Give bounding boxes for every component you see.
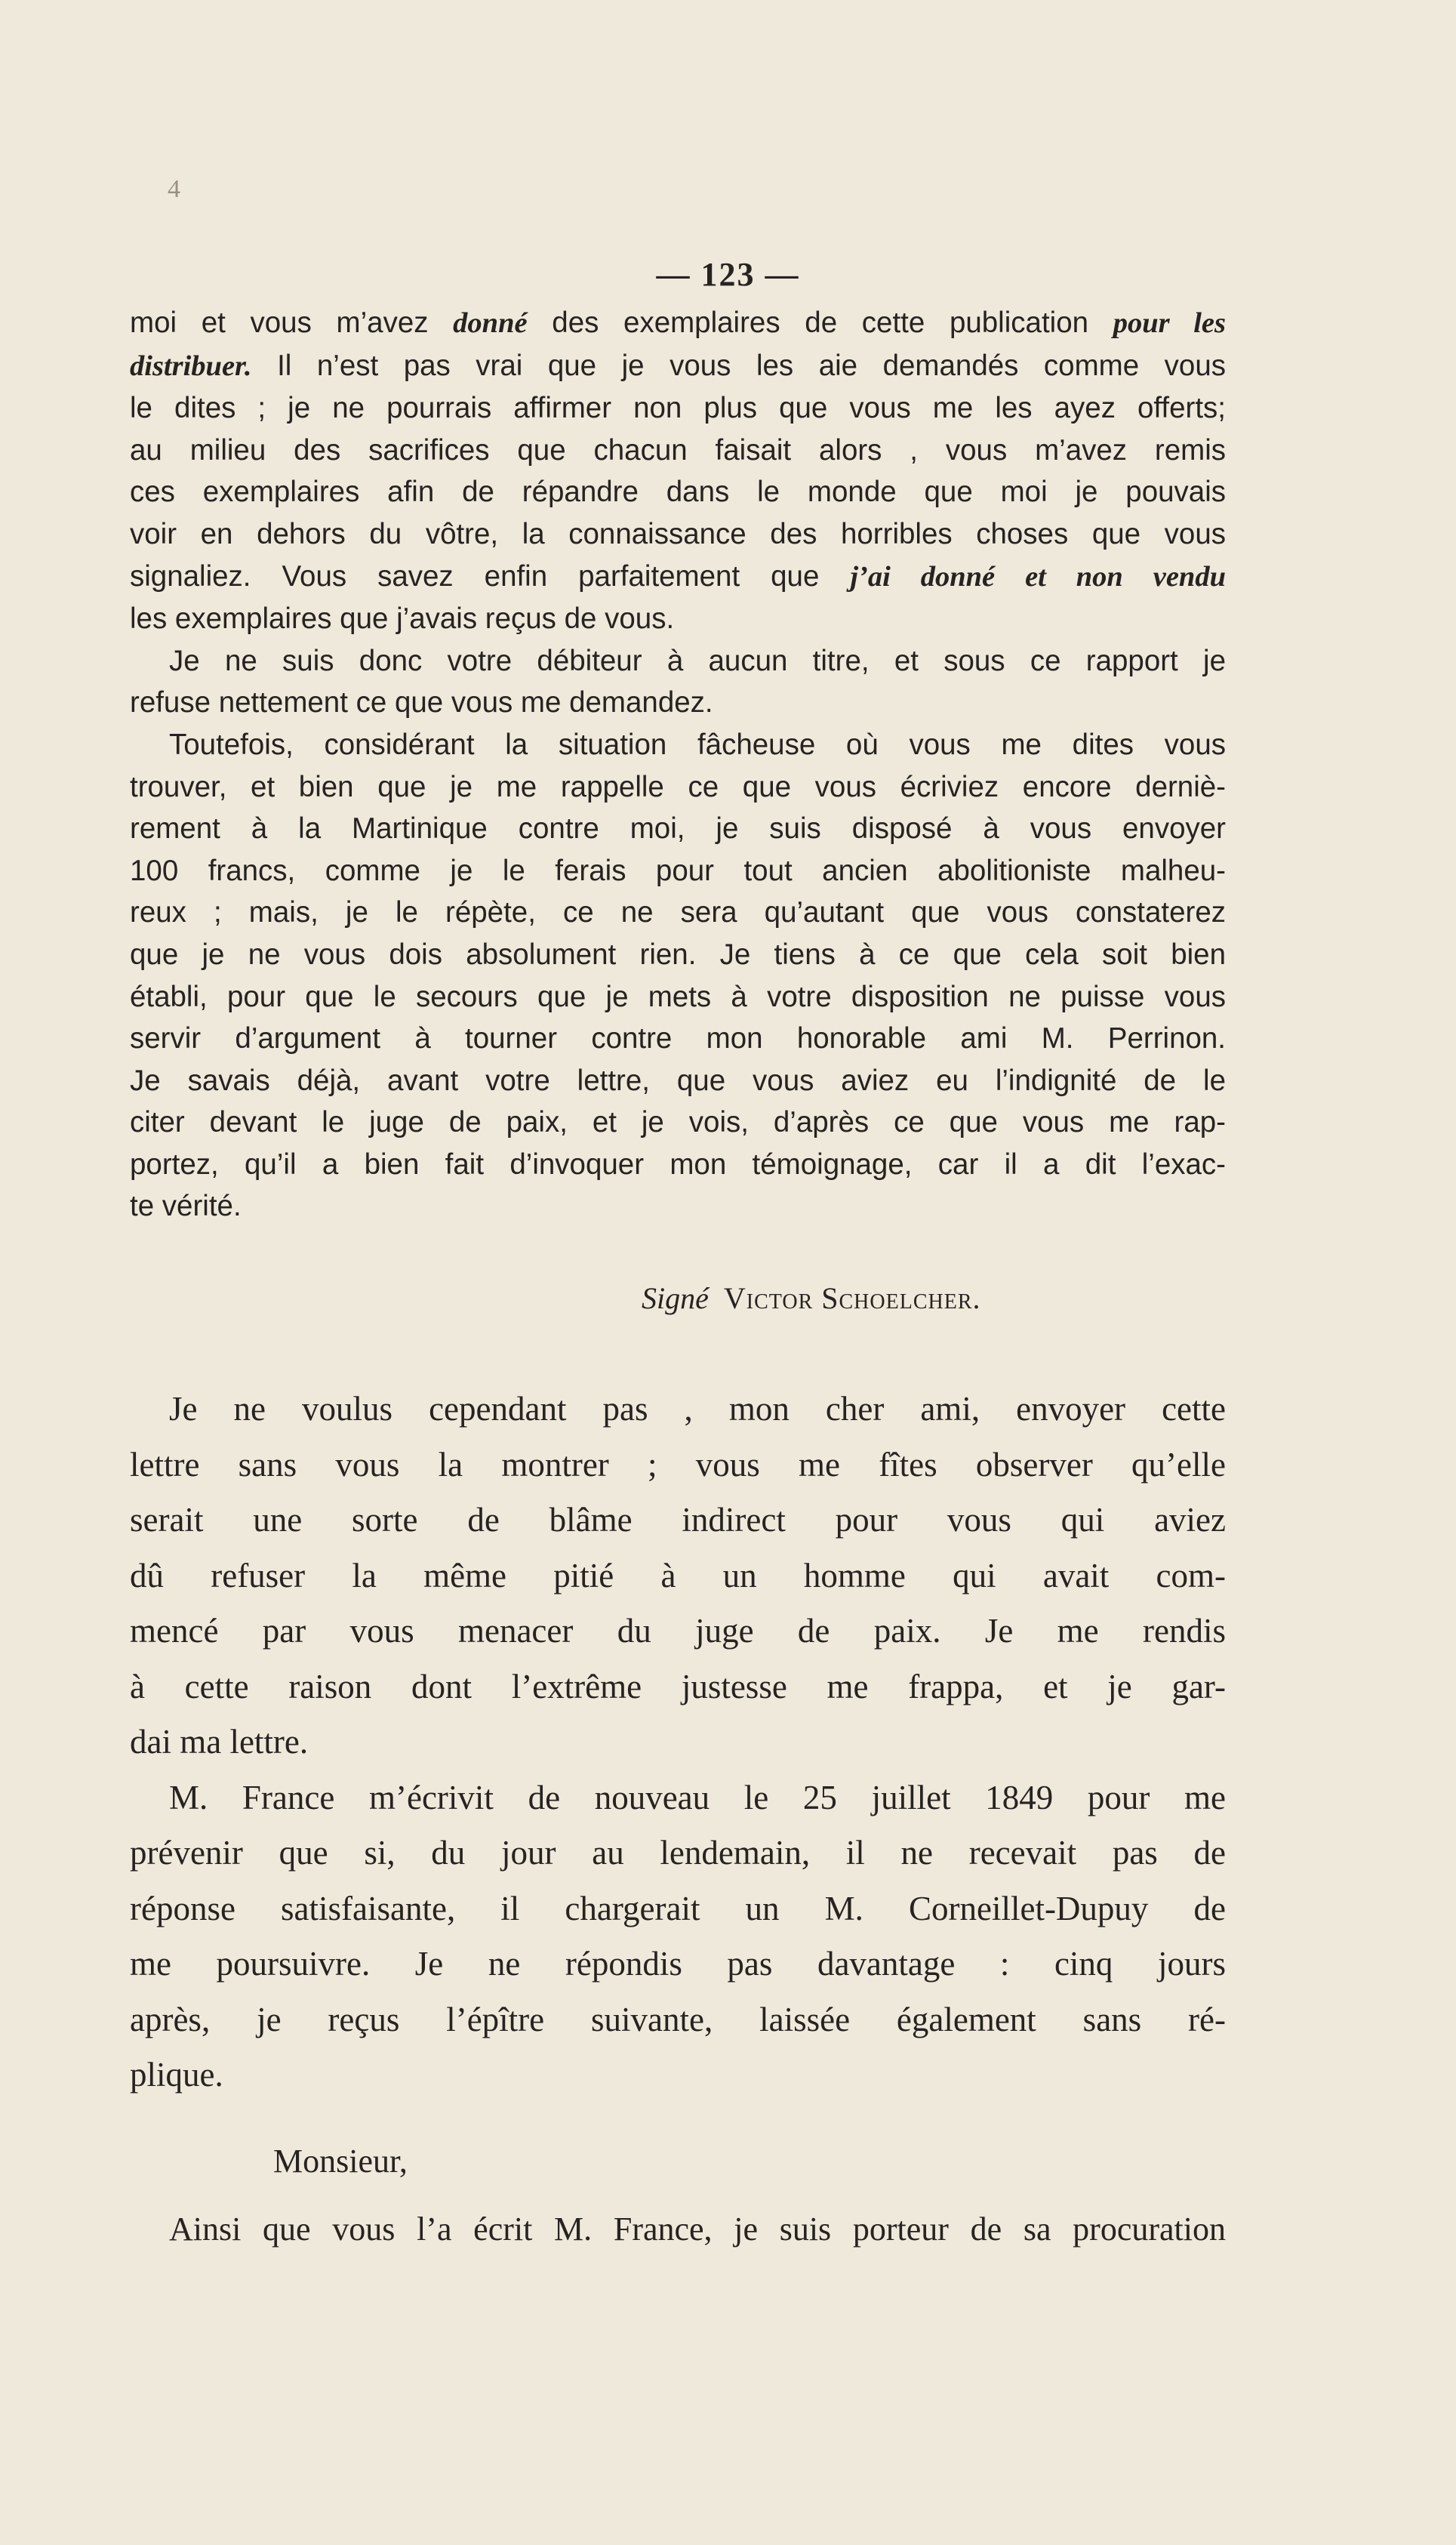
second-letter-line: Ainsi que vous l’a écrit M. France, je suis porteur de sa procuration [169, 2211, 1226, 2248]
letter-line: reux ; mais, je le répète, ce ne sera qu’autant que vous constaterez [130, 896, 1226, 929]
letter-line: 100 francs, comme je le ferais pour tout ancien abolitioniste malheu- [130, 854, 1226, 887]
letter-line: trouver, et bien que je me rappelle ce que vous écriviez encore derniè- [130, 770, 1226, 803]
narrative-line: à cette raison dont l’extrême justesse me frappa, et je gar- [130, 1667, 1226, 1705]
letter-line: te vérité. [130, 1190, 242, 1223]
letter-line: rement à la Martinique contre moi, je suis disposé à vous envoyer [130, 812, 1226, 846]
narrative-line: Je ne voulus cependant pas , mon cher ami, envoyer cette [169, 1390, 1226, 1428]
letter-line: distribuer. Il n’est pas vrai que je vous les aie demandés comme vous [130, 349, 1226, 382]
page-number: — 123 — [656, 256, 800, 293]
narrative-line: serait une sorte de blâme indirect pour vous qui aviez [130, 1501, 1226, 1539]
letter-line: ces exemplaires afin de répandre dans le monde que moi je pouvais [130, 476, 1226, 509]
letter-line: que je ne vous dois absolument rien. Je tiens à ce que cela soit bien [130, 938, 1226, 971]
letter-line: Je ne suis donc votre débiteur à aucun titre, et sous ce rapport je [169, 644, 1226, 677]
second-letter [130, 2128, 1226, 2263]
signature-name: Victor Schoelcher. [723, 1281, 981, 1315]
narrative-line: dû refuser la même pitié à un homme qui avait com- [130, 1556, 1226, 1594]
letter-line: établi, pour que le secours que je mets à votre disposition ne puisse vous [130, 980, 1226, 1013]
letter-line: citer devant le juge de paix, et je vois, d’après ce que vous me rap- [130, 1106, 1226, 1139]
salutation: Monsieur, [273, 2143, 408, 2180]
letter-line: voir en dehors du vôtre, la connaissance des horribles choses que vous [130, 517, 1226, 550]
narrative-line: après, je reçus l’épître suivante, laissée également sans ré- [130, 2000, 1226, 2038]
narrative-line: réponse satisfaisante, il chargerait un M. Corneillet-Dupuy de [130, 1889, 1226, 1927]
letter-line: Toutefois, considérant la situation fâcheuse où vous me dites vous [169, 728, 1226, 761]
margin-mark: 4 [168, 175, 180, 203]
signature-signe: Signé [642, 1281, 709, 1315]
narrative-line: me poursuivre. Je ne répondis pas davantage : cinq jours [130, 1945, 1226, 1983]
narrative-line: prévenir que si, du jour au lendemain, il ne recevait pas de [130, 1834, 1226, 1872]
quoted-letter [130, 302, 1226, 1228]
letter-line: refuse nettement ce que vous me demandez. [130, 686, 713, 719]
letter-line: signaliez. Vous savez enfin parfaitement que j’ai donné et non vendu [130, 559, 1226, 593]
narrative-line: dai ma lettre. [130, 1723, 309, 1761]
narrative-line: lettre sans vous la montrer ; vous me fîtes observer qu’elle [130, 1445, 1226, 1484]
narrative-line: plique. [130, 2056, 223, 2094]
letter-line: Je savais déjà, avant votre lettre, que vous aviez eu l’indignité de le [130, 1064, 1226, 1097]
letter-signature [642, 1280, 981, 1316]
letter-line: servir d’argument à tourner contre mon honorable ami M. Perrinon. [130, 1022, 1226, 1055]
narrative-line: M. France m’écrivit de nouveau le 25 juillet 1849 pour me [169, 1778, 1226, 1816]
letter-line: les exemplaires que j’avais reçus de vous. [130, 602, 675, 636]
letter-line: moi et vous m’avez donné des exemplaires de cette publication pour les [130, 307, 1226, 339]
letter-line: portez, qu’il a bien fait d’invoquer mon témoignage, car il a dit l’exac- [130, 1148, 1226, 1181]
letter-line: au milieu des sacrifices que chacun faisait alors , vous m’avez remis [130, 433, 1226, 467]
narrative-line: mencé par vous menacer du juge de paix. Je me rendis [130, 1612, 1226, 1650]
letter-line: le dites ; je ne pourrais affirmer non plus que vous me les ayez offerts; [130, 392, 1226, 425]
narrative-text [130, 1382, 1226, 2103]
